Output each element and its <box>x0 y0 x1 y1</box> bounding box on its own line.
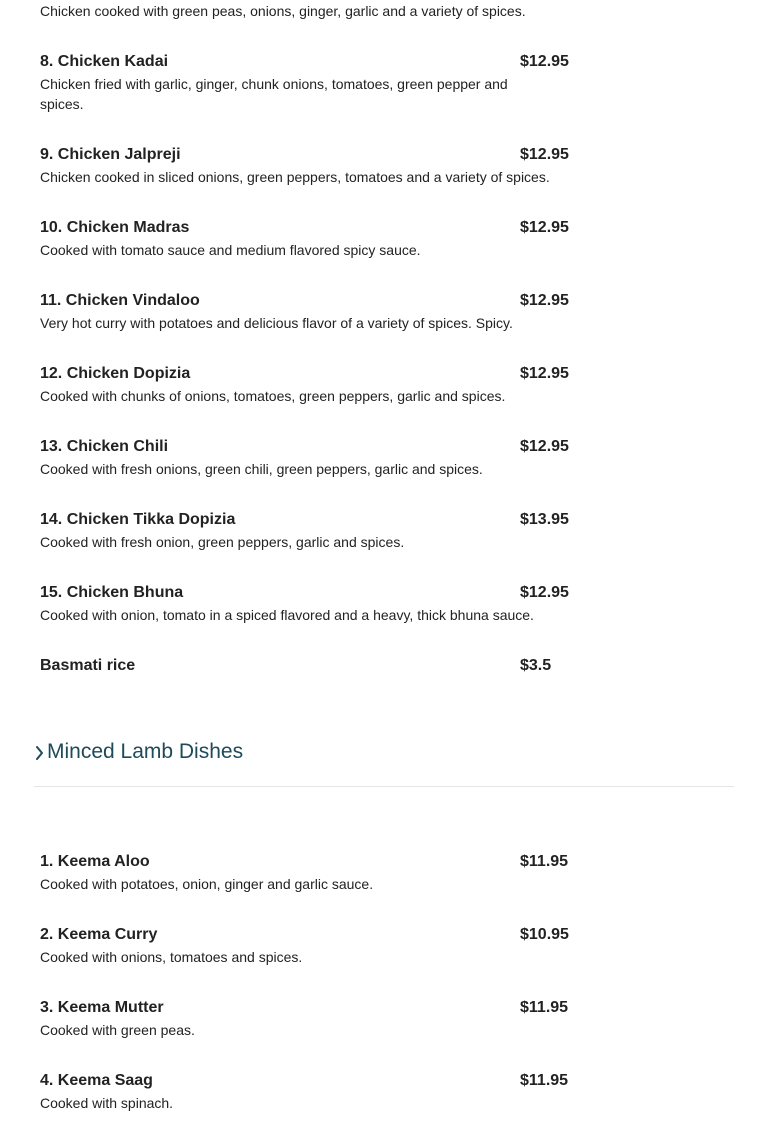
item-name: 4. Keema Saag <box>40 1072 153 1089</box>
item-name: 15. Chicken Bhuna <box>40 584 184 601</box>
item-price: $12.95 <box>520 219 569 236</box>
item-name: 1. Keema Aloo <box>40 853 150 870</box>
item-description: Cooked with spinach. <box>40 1095 174 1111</box>
item-description: Cooked with green peas. <box>40 1022 195 1038</box>
item-price: $10.95 <box>520 926 569 943</box>
section-header-minced-lamb[interactable] <box>34 736 734 787</box>
item-description: Chicken cooked with green peas, onions, ginger, garlic and a variety of spices. <box>40 3 526 19</box>
item-price: $12.95 <box>520 438 569 455</box>
item-description: Cooked with onions, tomatoes and spices. <box>40 949 303 965</box>
item-name: 14. Chicken Tikka Dopizia <box>40 511 236 528</box>
item-price: $3.5 <box>520 657 552 674</box>
chevron-right-icon <box>34 743 46 763</box>
item-name: 13. Chicken Chili <box>40 438 169 455</box>
item-price: $11.95 <box>520 853 569 870</box>
item-description: Chicken cooked in sliced onions, green peppers, tomatoes and a variety of spices. <box>40 169 550 185</box>
item-name: 12. Chicken Dopizia <box>40 365 191 382</box>
item-description: Chicken fried with garlic, ginger, chunk onions, tomatoes, green pepper and spices. <box>40 76 508 112</box>
item-description: Very hot curry with potatoes and delicious flavor of a variety of spices. Spicy. <box>40 315 513 331</box>
item-price: $11.95 <box>520 999 569 1016</box>
item-price: $13.95 <box>520 511 569 528</box>
section-title: Minced Lamb Dishes <box>47 740 244 763</box>
item-name: 9. Chicken Jalpreji <box>40 146 181 163</box>
item-description: Cooked with chunks of onions, tomatoes, green peppers, garlic and spices. <box>40 388 506 404</box>
item-name: 11. Chicken Vindaloo <box>40 292 200 309</box>
item-name: 2. Keema Curry <box>40 926 158 943</box>
item-description: Cooked with fresh onions, green chili, green peppers, garlic and spices. <box>40 461 483 477</box>
item-description: Cooked with onion, tomato in a spiced flavored and a heavy, thick bhuna sauce. <box>40 607 534 623</box>
item-price: $12.95 <box>520 292 569 309</box>
item-name: 8. Chicken Kadai <box>40 53 169 70</box>
item-name: 10. Chicken Madras <box>40 219 190 236</box>
item-price: $12.95 <box>520 53 569 70</box>
item-price: $11.95 <box>520 1072 569 1089</box>
item-name: 3. Keema Mutter <box>40 999 164 1016</box>
item-name: Basmati rice <box>40 657 136 674</box>
item-description: Cooked with fresh onion, green peppers, garlic and spices. <box>40 534 405 550</box>
item-price: $12.95 <box>520 584 569 601</box>
item-price: $12.95 <box>520 365 569 382</box>
item-description: Cooked with tomato sauce and medium flavored spicy sauce. <box>40 242 421 258</box>
item-price: $12.95 <box>520 146 569 163</box>
item-description: Cooked with potatoes, onion, ginger and garlic sauce. <box>40 876 374 892</box>
